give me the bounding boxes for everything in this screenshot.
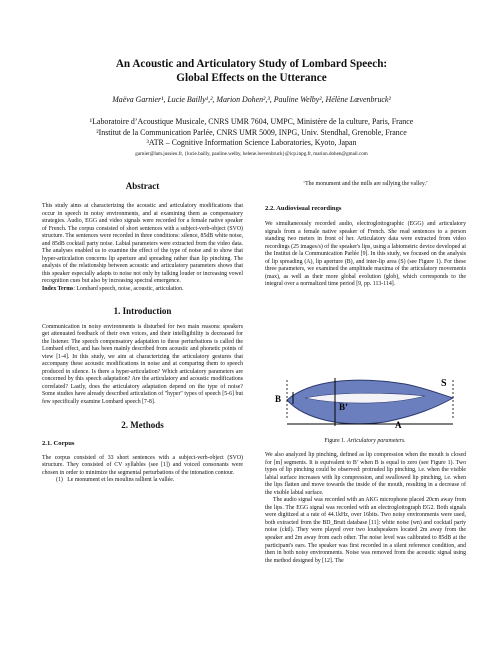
affiliations [0, 117, 503, 149]
audiovisual-paragraph-3: The audio signal was recorded with an AKG microphone placed 20cm away from the lips. The EGG signal was recorded with an electroglottograph EG2. Both signals were digitized at a rate of 44.1kHz, over 16bits. Two noisy environments were used, both extracted from the BD_Bruit database [11]: white noise (wn) and cocktail party noise (cktl). They were played over two loudspeakers located 2m away from the speaker and 2m away from each other. The noise level was calibrated to 85dB at the participant's ears. The speaker was first recorded in a silent reference condition, and then in both noisy environments. Noise was removed from the acoustic signal using the method designed by [12]. The [265, 497, 466, 564]
methods-heading: 2. Methods [121, 419, 164, 430]
figure-caption-text: Articulatory parameters. [347, 438, 406, 444]
example-gloss: ‘The monument and the mills are rallying the valley.’ [303, 181, 428, 187]
audiovisual-heading: 2.2. Audiovisual recordings [265, 205, 342, 212]
author-emails: garnier@lam.jussieu.fr, {lucie.bailly, pauline.welby, helene.loevenbruck}@icp.inpg.fr, marion.dohen@gmail.com [135, 151, 368, 157]
abstract-heading: Abstract [125, 181, 160, 191]
audiovisual-paragraph-2: We also analyzed lip pinching, defined as lip compression when the mouth is closed for [m] segments. It is equivalent to B’ when B is equal to zero (see Figure 1). Two types of lip pinching could be observed: protruded lip pinching, i.e. when the visible labial surface increases with lip compression, and swallowed lip pinching, i.e. when the lips flatten and move towards the inside of the mouth, resulting in a decrease of the visible labial surface. [265, 452, 466, 496]
label-s: S [441, 378, 447, 389]
affiliation-2: ²Institut de la Communication Parlée, CNRS UMR 5009, INPG, Univ. Stendhal, Grenoble, France [96, 127, 407, 137]
label-a: A [395, 420, 402, 430]
abstract-text: This study aims at characterizing the acoustic and articulatory modifications that occur in speech in noisy environments, and at examining them as compensatory strategies. Audio, EGG and video signals were recorded for a female native speaker of French. The corpus consisted of short sentences with a subject-verb-object (SVO) structure. The sentences were recorded in three conditions: silence, 85dB white noise, and 85dB cocktail party noise. Labial parameters were extracted from the video data. The analyses enabled us to examine the effect of the type of noise and to show that hyper-articulation concerns lip aperture and spreading rather than lip pinching. The analysis of the relationship between acoustic and articulatory parameters shows that this speaker especially adapts to noise not only by talking louder or increasing vowel recognition cues but also by increasing spectral emergence. [42, 203, 243, 285]
author-list: Maëva Garnier¹, Lucie Bailly¹,², Marion Dohen²,³, Pauline Welby², Hélène Lœvenbruck² [112, 95, 391, 104]
example-sentence [56, 477, 243, 485]
affiliation-1: ¹Laboratoire d’Acoustique Musicale, CNRS UMR 7604, UMPC, Ministère de la culture, Paris, France [89, 117, 414, 126]
affiliation-3: ³ATR – Cognitive Information Science Laboratories, Kyoto, Japan [146, 138, 357, 147]
index-terms [42, 286, 243, 294]
audiovisual-paragraph-1: We simultaneously recorded audio, electroglottographic (EGG) and articulatory signals from a female native speaker of French. She read sentences to a person standing two meters in front of her. Articulatory data were extracted from video recordings (25 images/s) of the speaker's lips, using a labiometric device developed at the Institut de la Communication Parlée [9]. In this study, we focused on the analysis of lip spreading (A), lip aperture (B), and inter-lip area (S) (see Figure 1). For these three parameters, we examined the amplitude maxima of the articulatory movements (max), as well as their more global evolution (glob), which corresponds to the integral over a normalized time period [9, pp. 113-114]. [265, 221, 466, 288]
lip-parameters-figure [265, 372, 465, 432]
title-line-2: Global Effects on the Utterance [176, 72, 327, 84]
example-text: Le monument et les moulins rallient la vallée. [67, 477, 175, 484]
index-terms-label: Index Terms [42, 286, 74, 293]
intro-text: Communication in noisy environments is disturbed for two main reasons: speakers get attenuated feedback of their own voices, and their intelligibility is decreased for the listener. The speech compensatory adaptation to these perturbations is called the Lombard effect, and has been mainly described from acoustic and phonetic points of view [1-4]. In this study, we aim at characterizing the articulatory gestures that accompany these acoustic modifications in noise and at comparing them to speech produced in silence. Is there a hyper-articulation? Which articulatory parameters are concerned by this speech adaptation? Are the articulatory and acoustic modifications correlated? Lastly, does the articulatory adaptation depend on the type of noise? Some studies have already described articulation of "hyper" types of speech [5-6] but few specifically examine Lombard speech [7-8]. [42, 323, 243, 406]
example-number: (1) [56, 477, 63, 484]
title-line-1: An Acoustic and Articulatory Study of Lombard Speech: [115, 58, 388, 70]
paper-title [0, 57, 503, 85]
index-terms-text: : Lombard speech, noise, acoustic, articulation. [73, 286, 184, 293]
corpus-heading: 2.1. Corpus [42, 439, 75, 447]
left-column [42, 181, 243, 485]
figure-caption [265, 438, 465, 444]
figure-caption-prefix: Figure 1. [324, 438, 348, 444]
label-b: B [275, 394, 282, 404]
intro-heading: 1. Introduction [113, 305, 172, 316]
right-column-bottom [265, 452, 466, 565]
corpus-text: The corpus consisted of 33 short sentences with a subject-verb-object (SVO) structure. They consisted of CV syllables (see [1]) and voiced consonants were chosen in order to minimize the segmental perturbations of the intonation contour. [42, 454, 243, 476]
right-column-top [265, 181, 466, 289]
label-b-prime: B’ [339, 402, 348, 412]
